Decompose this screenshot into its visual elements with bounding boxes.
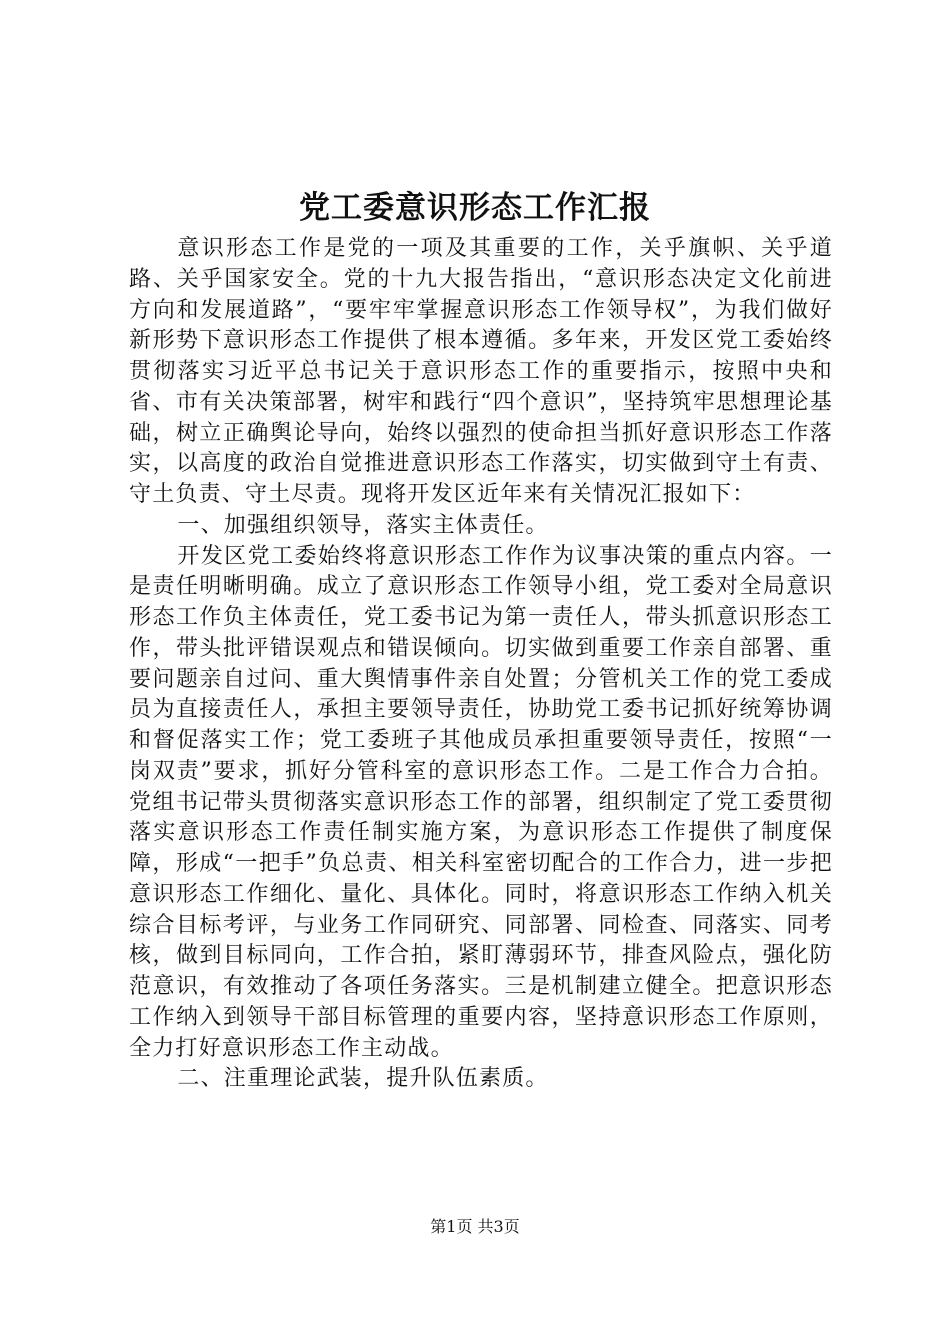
paragraph-intro: 意识形态工作是党的一项及其重要的工作，关乎旗帜、关乎道路、关乎国家安全。党的十九大报告指出，“意识形态决定文化前进方向和发展道路”，“要牢牢掌握意识形态工作领导权”，为我们做好新形势下意识形态工作提供了根本遵循。多年来，开发区党工委始终贯彻落实习近平总书记关于意识形态工作的重要指示，按照中央和省、市有关决策部署，树牢和践行“四个意识”，坚持筑牢思想理论基础，树立正确舆论导向，始终以强烈的使命担当抓好意识形态工作落实，以高度的政治自觉推进意识形态工作落实，切实做到守土有责、守土负责、守土尽责。现将开发区近年来有关情况汇报如下： [129,236,833,507]
document-title: 党工委意识形态工作汇报 [299,190,651,226]
page-footer: 第1页 共3页 [430,1217,520,1236]
section-heading-1: 一、加强组织领导，落实主体责任。 [177,512,549,538]
section-heading-2: 二、注重理论武装，提升队伍素质。 [177,1066,549,1092]
document-body [129,234,833,1095]
paragraph-section-1: 开发区党工委始终将意识形态工作作为议事决策的重点内容。一是责任明晰明确。成立了意识形态工作领导小组，党工委对全局意识形态工作负主体责任，党工委书记为第一责任人，带头抓意识形态工作，带头批评错误观点和错误倾向。切实做到重要工作亲自部署、重要问题亲自过问、重大舆情事件亲自处置；分管机关工作的党工委成员为直接责任人，承担主要领导责任，协助党工委书记抓好统筹协调和督促落实工作；党工委班子其他成员承担重要领导责任，按照“一岗双责”要求，抓好分管科室的意识形态工作。二是工作合力合拍。党组书记带头贯彻落实意识形态工作的部署，组织制定了党工委贯彻落实意识形态工作责任制实施方案，为意识形态工作提供了制度保障，形成“一把手”负总责、相关科室密切配合的工作合力，进一步把意识形态工作细化、量化、具体化。同时，将意识形态工作纳入机关综合目标考评，与业务工作同研究、同部署、同检查、同落实、同考核，做到目标同向，工作合拍，紧盯薄弱环节，排查风险点，强化防范意识，有效推动了各项任务落实。三是机制建立健全。把意识形态工作纳入到领导干部目标管理的重要内容，坚持意识形态工作原则，全力打好意识形态工作主动战。 [129,543,833,1061]
